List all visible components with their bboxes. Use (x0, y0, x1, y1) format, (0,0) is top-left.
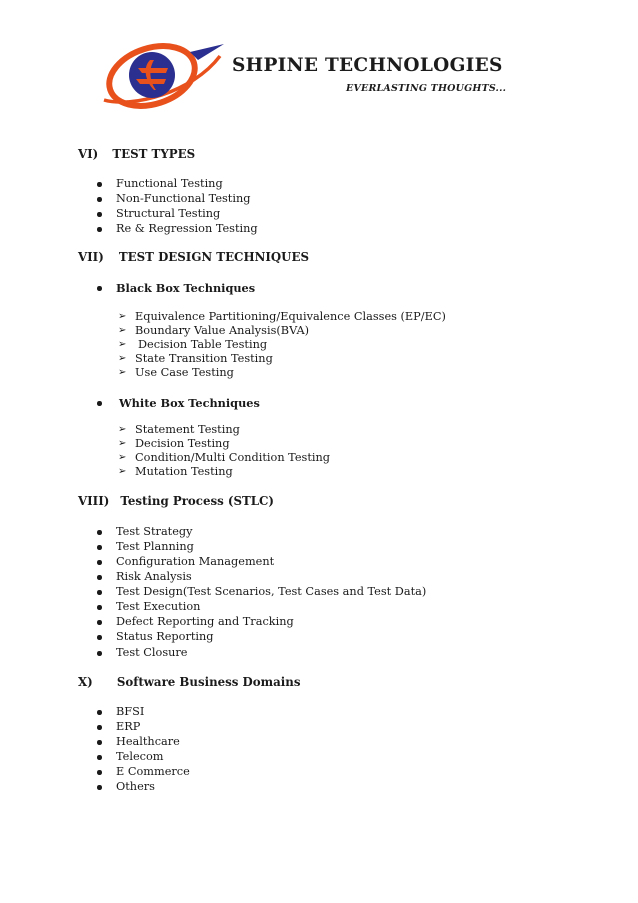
bullet-icon (97, 286, 102, 291)
bullet-icon (97, 590, 102, 595)
bullet-icon (97, 560, 102, 565)
bullet-icon (97, 575, 102, 580)
bullet-icon (97, 635, 102, 640)
list-item: Use Case Testing (135, 366, 234, 379)
arrow-bullet-icon: ➢ (118, 311, 127, 322)
bullet-icon (97, 227, 102, 232)
list-item: Test Strategy (116, 525, 193, 538)
arrow-bullet-icon: ➢ (118, 438, 127, 449)
bullet-icon (97, 182, 102, 187)
list-item: Others (116, 780, 155, 793)
section-number: VI) (78, 147, 99, 161)
list-item: State Transition Testing (135, 352, 273, 365)
arrow-bullet-icon: ➢ (118, 424, 127, 435)
section-heading (78, 494, 274, 508)
list-item: Test Planning (116, 540, 194, 553)
list-item: Structural Testing (116, 207, 221, 220)
list-item: ERP (116, 720, 141, 733)
bullet-icon (97, 740, 102, 745)
list-item: Functional Testing (116, 177, 223, 190)
list-item: Configuration Management (116, 555, 275, 568)
bullet-icon (97, 620, 102, 625)
section-number: VII) (78, 250, 104, 264)
list-item: Test Closure (116, 646, 188, 659)
list-item: Equivalence Partitioning/Equivalence Classes (EP/EC) (135, 310, 446, 323)
bullet-icon (97, 197, 102, 202)
list-item: Decision Testing (135, 437, 230, 450)
bullet-icon (97, 530, 102, 535)
list-item: Mutation Testing (135, 465, 233, 478)
list-item: Boundary Value Analysis(BVA) (135, 324, 310, 337)
list-item: Condition/Multi Condition Testing (135, 451, 330, 464)
subsection-title: Black Box Techniques (116, 281, 256, 295)
section-title: Testing Process (STLC) (120, 494, 275, 508)
arrow-bullet-icon: ➢ (118, 367, 127, 378)
bullet-icon (97, 212, 102, 217)
list-item: Telecom (116, 750, 164, 763)
section-title: TEST DESIGN TECHNIQUES (118, 250, 309, 264)
list-item: Statement Testing (135, 423, 240, 436)
bullet-icon (97, 710, 102, 715)
list-item: Re & Regression Testing (116, 222, 258, 235)
arrow-bullet-icon: ➢ (118, 452, 127, 463)
bullet-icon (97, 770, 102, 775)
subsection-title: White Box Techniques (119, 396, 260, 410)
list-item: Non-Functional Testing (116, 192, 251, 205)
section-heading (78, 147, 195, 161)
list-item: E Commerce (116, 765, 190, 778)
bullet-icon (97, 605, 102, 610)
section-number: X) (78, 675, 93, 689)
company-logo-icon (92, 38, 232, 110)
section-heading (78, 250, 309, 264)
brand-name: SHPINE TECHNOLOGIES (232, 55, 503, 76)
list-item: Defect Reporting and Tracking (116, 615, 294, 628)
list-item: Healthcare (116, 735, 180, 748)
section-heading (78, 675, 300, 689)
arrow-bullet-icon: ➢ (118, 325, 127, 336)
bullet-icon (97, 725, 102, 730)
section-number: VIII) (78, 494, 110, 508)
section-title: Software Business Domains (116, 675, 301, 689)
bullet-icon (97, 545, 102, 550)
list-item: Status Reporting (116, 630, 214, 643)
bullet-icon (97, 755, 102, 760)
brand-tagline: EVERLASTING THOUGHTS... (346, 83, 507, 94)
arrow-bullet-icon: ➢ (118, 466, 127, 477)
arrow-bullet-icon: ➢ (118, 353, 127, 364)
list-item: Test Design(Test Scenarios, Test Cases and Test Data) (116, 585, 427, 598)
bullet-icon (97, 785, 102, 790)
section-title: TEST TYPES (112, 147, 196, 161)
bullet-icon (97, 651, 102, 656)
list-item: Test Execution (116, 600, 201, 613)
list-item: BFSI (116, 705, 145, 718)
list-item: Decision Table Testing (138, 338, 268, 351)
arrow-bullet-icon: ➢ (118, 339, 127, 350)
list-item: Risk Analysis (116, 570, 192, 583)
bullet-icon (97, 401, 102, 406)
